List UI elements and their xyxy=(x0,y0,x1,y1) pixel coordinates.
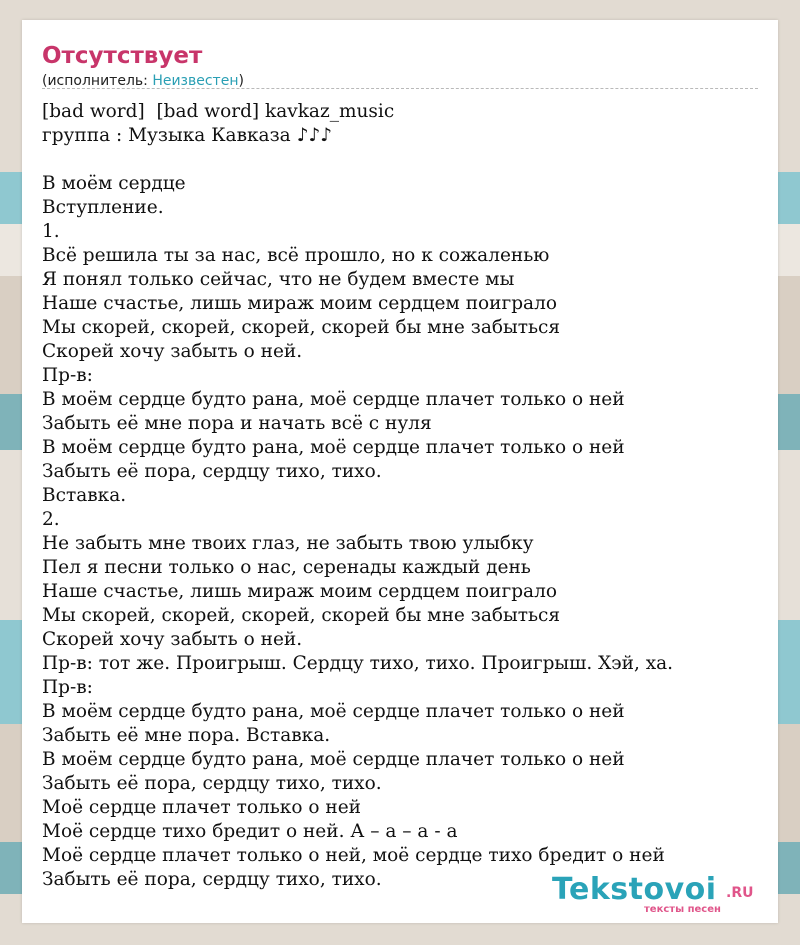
lyric-line: Моё сердце плачет только о ней, моё сердце тихо бредит о ней xyxy=(42,845,665,866)
lyrics-text xyxy=(42,100,762,892)
lyric-line: Забыть её мне пора и начать всё с нуля xyxy=(42,413,432,434)
artist-link[interactable]: Неизвестен xyxy=(152,73,239,89)
lyric-line: Моё сердце плачет только о ней xyxy=(42,797,361,818)
logo-domain: .RU xyxy=(726,885,754,901)
lyric-line: Не забыть мне твоих глаз, не забыть твою улыбку xyxy=(42,533,534,554)
lyric-line: Забыть её мне пора. Вставка. xyxy=(42,725,331,746)
lyric-line: В моём сердце будто рана, моё сердце плачет только о ней xyxy=(42,389,625,410)
lyric-line: В моём сердце xyxy=(42,173,186,194)
lyric-line: Наше счастье, лишь мираж моим сердцем поиграло xyxy=(42,293,557,314)
header-divider xyxy=(42,88,758,89)
tekstovoi-logo[interactable] xyxy=(552,873,772,915)
lyric-line: Мы скорей, скорей, скорей, скорей бы мне забыться xyxy=(42,605,561,626)
lyric-line: Вставка. xyxy=(42,485,127,506)
lyric-line: Моё сердце тихо бредит о ней. А – а – а - а xyxy=(42,821,458,842)
lyric-line: Скорей хочу забыть о ней. xyxy=(42,629,303,650)
lyric-line: 1. xyxy=(42,221,60,242)
artist-prefix: (исполнитель: xyxy=(42,73,153,89)
lyric-line: Мы скорей, скорей, скорей, скорей бы мне забыться xyxy=(42,317,561,338)
lyric-line: Всё решила ты за нас, всё прошло, но к сожаленью xyxy=(42,245,550,266)
lyric-line: Пр-в: xyxy=(42,677,93,698)
lyric-line: В моём сердце будто рана, моё сердце плачет только о ней xyxy=(42,437,625,458)
artist-suffix: ) xyxy=(238,73,244,89)
lyric-line xyxy=(42,148,762,172)
lyric-line: В моём сердце будто рана, моё сердце плачет только о ней xyxy=(42,749,625,770)
lyric-line: Пел я песни только о нас, серенады каждый день xyxy=(42,557,531,578)
logo-wordmark: Tekstovoi xyxy=(552,872,717,907)
logo-tagline: тексты песен xyxy=(644,904,721,915)
song-title: Отсутствует xyxy=(42,43,203,69)
song-header xyxy=(42,42,758,90)
lyric-line: В моём сердце будто рана, моё сердце плачет только о ней xyxy=(42,701,625,722)
lyric-line: Пр-в: xyxy=(42,365,93,386)
lyric-line: 2. xyxy=(42,509,60,530)
lyric-line: [bad word] [bad word] kavkaz_music xyxy=(42,101,395,122)
lyric-line: Забыть её пора, сердцу тихо, тихо. xyxy=(42,461,382,482)
lyric-line: Забыть её пора, сердцу тихо, тихо. xyxy=(42,869,382,890)
lyrics-card xyxy=(22,20,778,923)
lyric-line: Вступление. xyxy=(42,197,164,218)
lyric-line: Забыть её пора, сердцу тихо, тихо. xyxy=(42,773,382,794)
lyric-line: Пр-в: тот же. Проигрыш. Сердцу тихо, тихо. Проигрыш. Хэй, ха. xyxy=(42,653,674,674)
lyric-line: группа : Музыка Кавказа ♪♪♪ xyxy=(42,125,332,146)
lyric-line: Скорей хочу забыть о ней. xyxy=(42,341,303,362)
lyric-line: Наше счастье, лишь мираж моим сердцем поиграло xyxy=(42,581,557,602)
lyric-line: Я понял только сейчас, что не будем вместе мы xyxy=(42,269,515,290)
